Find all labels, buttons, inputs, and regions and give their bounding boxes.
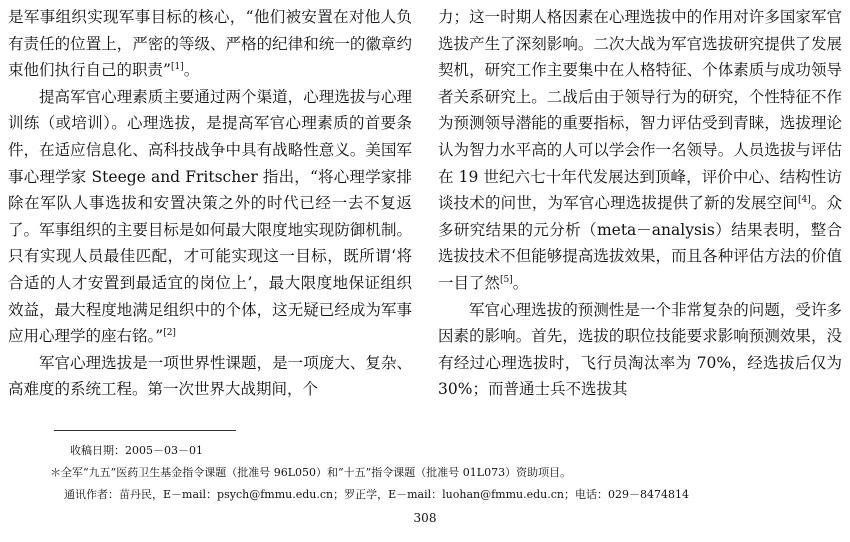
right-paragraph-2: 军官心理选拔的预测性是一个非常复杂的问题，受许多因素的影响。首先，选拔的职位技能要求影响预测效果，没有经过心理选拔时，飞行员淘汰率为 70%，经选拔后仅为 30%；而普通士兵不选拔其 bbox=[438, 300, 842, 399]
citation-2: [2] bbox=[163, 327, 176, 338]
page-number: 308 bbox=[413, 511, 437, 525]
left-paragraph-3: 军官心理选拔是一项世界性课题，是一项庞大、复杂、高难度的系统工程。第一次世界大战期间，个 bbox=[8, 353, 412, 399]
citation-1: [1] bbox=[170, 62, 184, 73]
left-p2-text: 提高军官心理素质主要通过两个渠道，心理选拔与心理训练（或培训）。心理选拔，是提高军官心理素质的首要条件，在适应信息化、高科技战争中具有战略性意义。美国军事心理学家 Steege and Fritscher 指出，“将心理学家排除在军队人事选拔和安置决策之外的时代已经一去不复返了。军事组织的主要目标是如何最大限度地实现防御机制。只有实现人员最佳匹配，才可能实现这一目标，既所谓‘将合适的人才安置到最适宜的岗位上’，最大限度地保证组织效益，最大程度地满足组织中的个体，这无疑已经成为军事应用心理学的座右铭。” bbox=[8, 87, 412, 346]
citation-5: [5] bbox=[500, 274, 513, 285]
right-p1b-text: 。众多研究结果的元分析（meta－analysis）结果表明，整合选拔技术不但能够提高选拔效果，而且各种评估方法的价值一目了然 bbox=[438, 194, 842, 292]
right-column bbox=[438, 4, 842, 403]
right-p1a-text: 力；这一时期人格因素在心理选拔中的作用对许多国家军官选拔产生了深刻影响。二次大战为军官选拔研究提供了发展契机，研究工作主要集中在人格特征、个体素质与成功领导者关系研究上。二战后由于领导行为的研究，个性特征不作为预测领导潜能的重要指标，智力评估受到青睐，选拔理论认为智力水平高的人可以学会作一名领导。人员选拔与评估在 19 世纪六七十年代发展达到顶峰，评价中心、结构性访谈技术的问世，为军官心理选拔提供了新的发展空间 bbox=[438, 8, 842, 213]
footnote-authors: 通讯作者：苗丹民，E－mail：psych@fmmu.edu.cn；罗正学，E－mail：luohan@fmmu.edu.cn；电话：029－8474814 bbox=[64, 488, 689, 501]
right-p1b-end: 。 bbox=[512, 273, 529, 292]
left-column bbox=[8, 4, 412, 403]
citation-4: [4] bbox=[797, 195, 811, 205]
footnote-funding: ＊全军“九五”医药卫生基金指令课题（批准号 96L050）和“十五”指令课题（批准号 01L073）资助项目。 bbox=[50, 466, 572, 479]
right-paragraph-1 bbox=[438, 4, 842, 297]
left-paragraph-2 bbox=[8, 84, 412, 350]
left-p1-text: 是军事组织实现军事目标的核心，“他们被安置在对他人负有责任的位置上，严密的等级、严格的纪律和统一的徽章约束他们执行自己的职责” bbox=[8, 8, 412, 80]
left-p1-end: 。 bbox=[183, 61, 200, 80]
footnote-divider bbox=[54, 430, 236, 431]
footnote-received-date: 收稿日期：2005－03－01 bbox=[70, 444, 203, 457]
left-paragraph-1 bbox=[8, 4, 412, 84]
